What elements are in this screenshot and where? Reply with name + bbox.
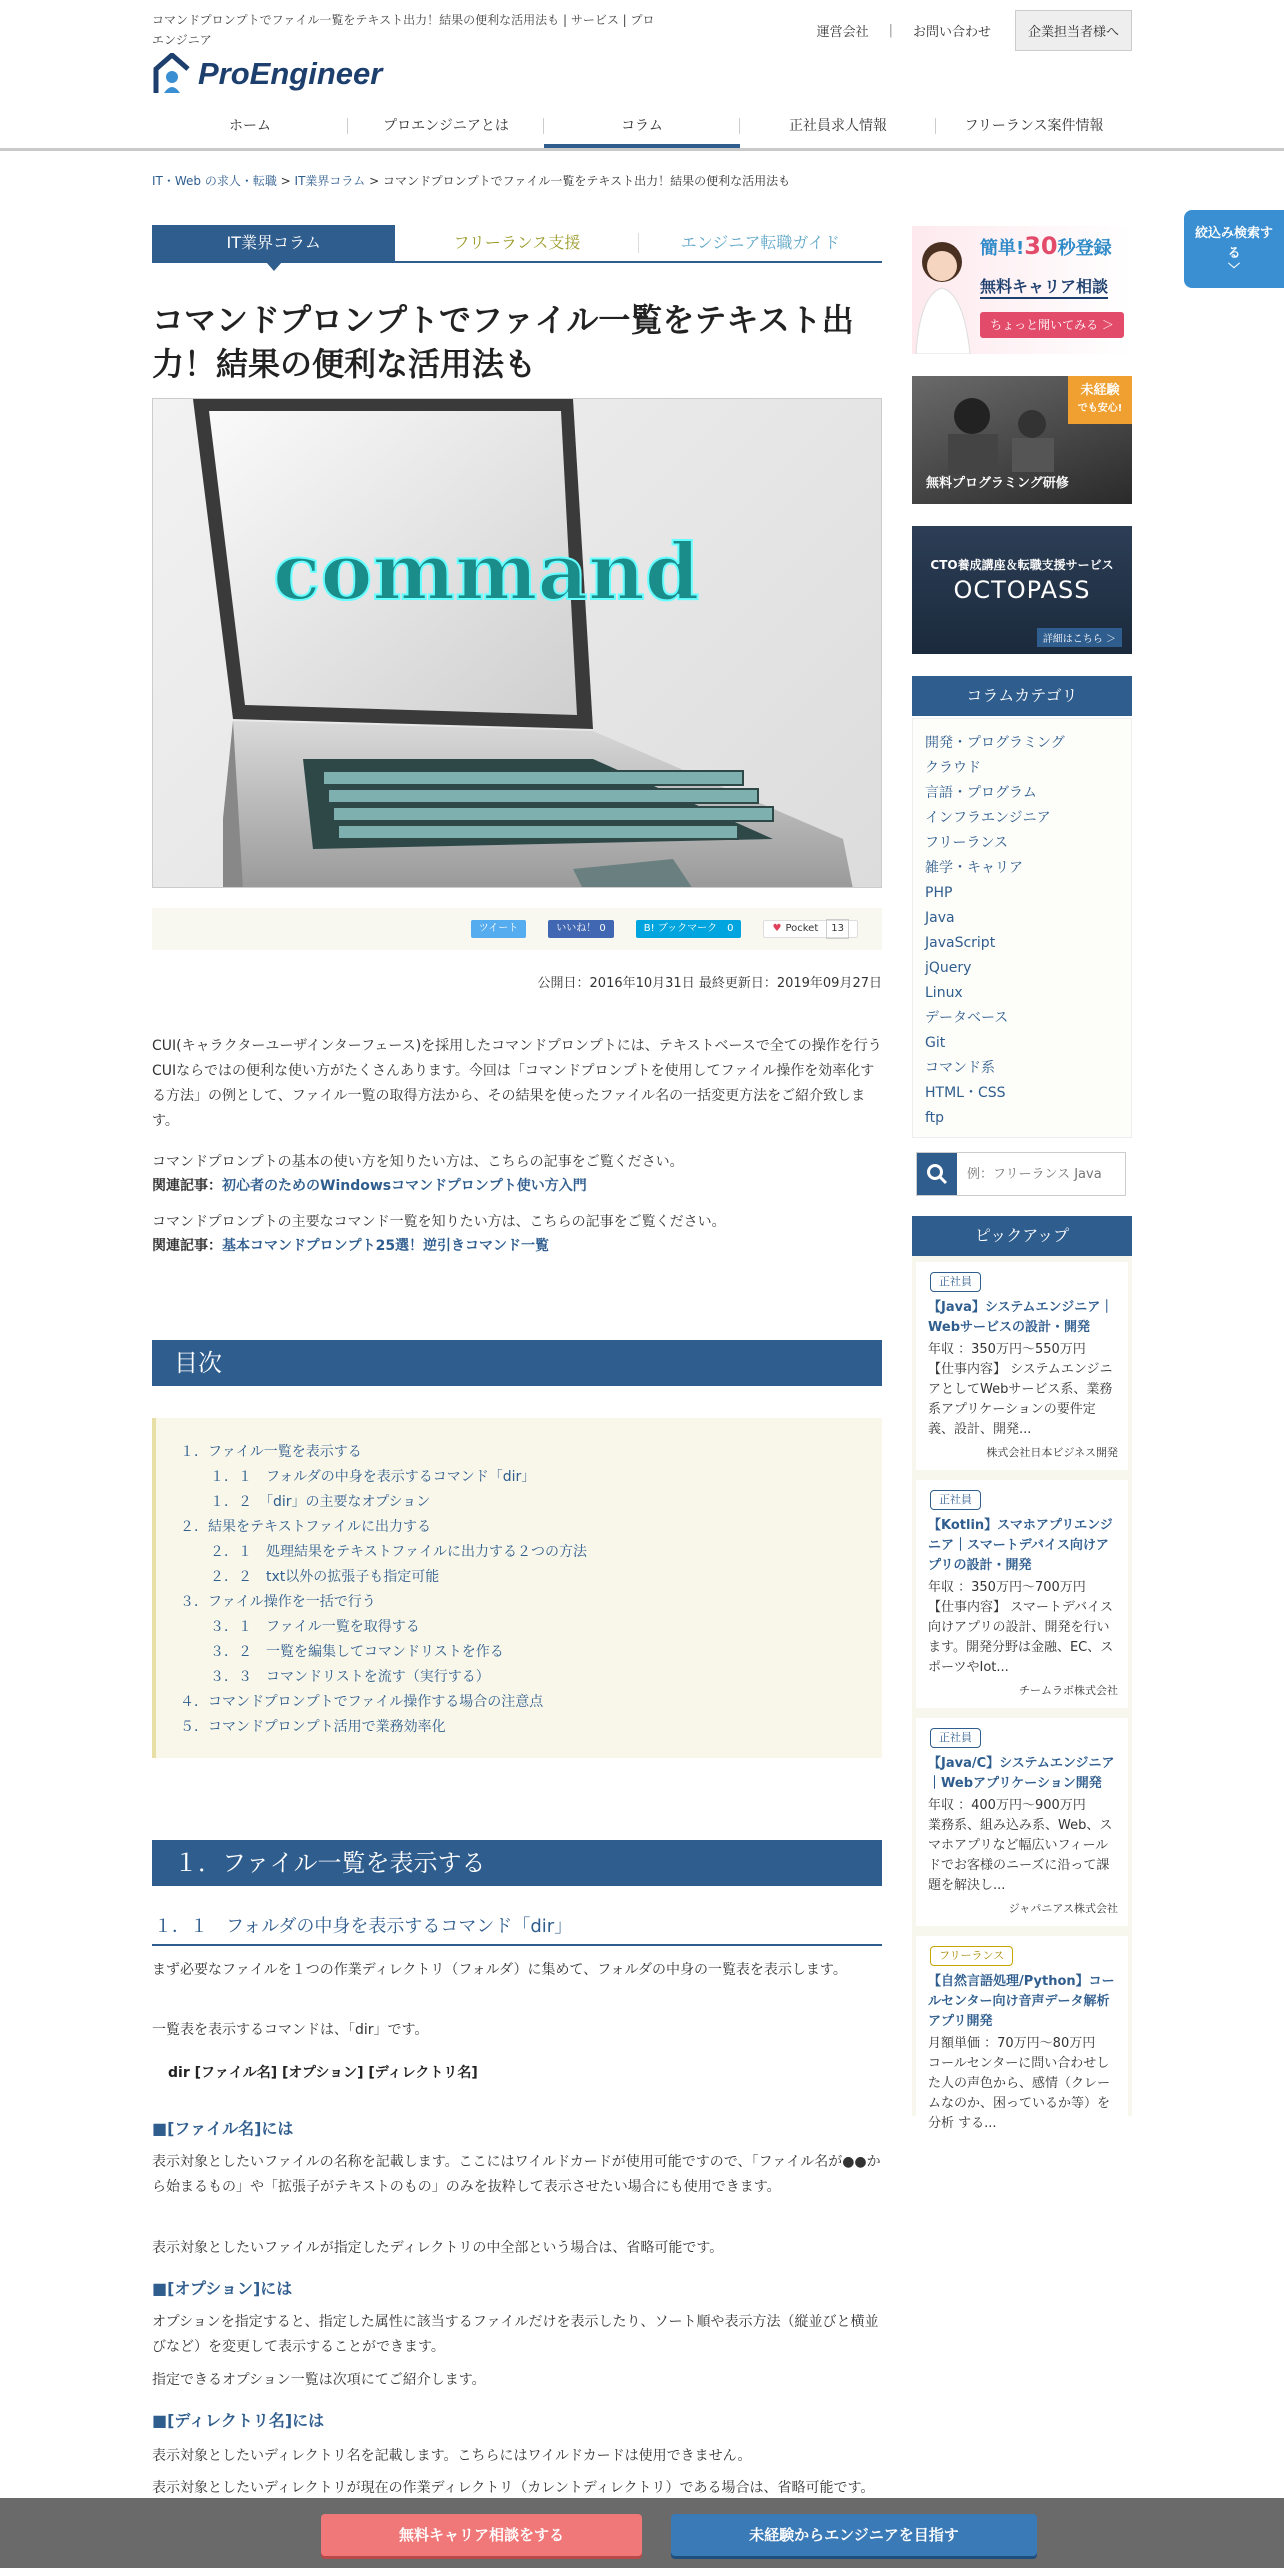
job-company: 株式会社日本ビジネス開発 (986, 1446, 1118, 1459)
chevron-down-icon: ﹀ (1227, 262, 1240, 276)
job-card[interactable] (916, 1936, 1128, 2144)
logo-house-icon (152, 53, 192, 95)
table-of-contents (152, 1418, 882, 1758)
job-description: 【仕事内容】 スマートデバイス向けアプリの設計、開発を行います。開発分野は金融、EC、スポーツやIot... (928, 1600, 1114, 1675)
paragraph: 一覧表を表示するコマンドは、「dir」です。 (152, 2022, 429, 2038)
toc-item[interactable]: ２．２ txt以外の拡張子も指定可能 (210, 1569, 440, 1585)
banner2-badge: 未経験 (1080, 383, 1120, 398)
article-dates: 公開日：2016年10月31日 最終更新日：2019年09月27日 (537, 976, 882, 991)
job-card[interactable] (916, 1262, 1128, 1470)
category-link[interactable]: コマンド系 (925, 1060, 995, 1076)
main-commands-text: コマンドプロンプトの主要なコマンド一覧を知りたい方は、こちらの記事をご覧ください。 (152, 1214, 726, 1230)
toc-item[interactable]: １．ファイル一覧を表示する (180, 1444, 362, 1460)
toc-item[interactable]: １．２ 「dir」の主要なオプション (210, 1494, 431, 1510)
related-label: 関連記事： (152, 1238, 222, 1254)
filter-search-button[interactable] (1184, 210, 1284, 288)
category-link[interactable]: クラウド (925, 760, 981, 776)
paragraph: 表示対象としたいファイルが指定したディレクトリの中全部という場合は、省略可能です。 (152, 2240, 724, 2256)
facebook-like-button[interactable]: いいね！ 0 (548, 920, 614, 938)
job-description: 業務系、組み込み系、Web、スマホアプリなど幅広いフィールドでお客様のニーズに沿って課題を解決し... (928, 1818, 1113, 1893)
pocket-count: 13 (826, 919, 849, 939)
directory-heading: ■[ディレクトリ名]には (152, 2411, 325, 2430)
search-box (916, 1152, 1126, 1196)
job-title[interactable]: 【Java】システムエンジニア｜Webサービスの設計・開発 (928, 1300, 1114, 1335)
related-label: 関連記事： (152, 1178, 222, 1194)
nav-freelance-jobs[interactable]: フリーランス案件情報 (964, 118, 1104, 134)
nav-about[interactable]: プロエンジニアとは (348, 108, 544, 148)
job-badge: フリーランス (930, 1946, 1013, 1966)
filter-label: 絞込み検索する (1194, 226, 1273, 261)
pickup-heading: ピックアップ (912, 1216, 1132, 1256)
job-company: ジャパニアス株式会社 (1008, 1902, 1118, 1915)
job-salary: 年収 ：400万円〜900万円 (928, 1798, 1086, 1813)
corporate-button[interactable]: 企業担当者様へ (1015, 10, 1132, 51)
category-link[interactable]: HTML・CSS (925, 1085, 1006, 1101)
banner3-title: CTO養成講座＆転職支援サービス (930, 558, 1114, 572)
free-career-consult-button[interactable]: 無料キャリア相談をする (321, 2514, 642, 2556)
job-title[interactable]: 【Java/C】システムエンジニア｜Webアプリケーション開発 (928, 1756, 1115, 1791)
hero-image (152, 398, 882, 888)
banner3-more: 詳細はこちら ＞ (1037, 628, 1122, 647)
category-link[interactable]: Java (925, 910, 955, 926)
category-link[interactable]: JavaScript (925, 935, 996, 951)
banner2-label: 無料プログラミング研修 (926, 476, 1069, 491)
toc-item[interactable]: ３．ファイル操作を一括で行う (180, 1594, 376, 1610)
article-title: コマンドプロンプトでファイル一覧をテキスト出力！結果の便利な活用法も (152, 301, 854, 383)
logo-text: ProEngineer (198, 56, 383, 91)
paragraph: 指定できるオプション一覧は次項にてご紹介します。 (152, 2372, 486, 2388)
search-icon (926, 1163, 948, 1185)
bottom-cta-bar (0, 2498, 1284, 2568)
paragraph: まず必要なファイルを１つの作業ディレクトリ（フォルダ）に集めて、フォルダの中身の一覧表を表示します。 (152, 1962, 847, 1978)
toc-item[interactable]: ５．コマンドプロンプト活用で業務効率化 (180, 1719, 446, 1735)
job-salary: 年収 ：350万円〜550万円 (928, 1342, 1086, 1357)
job-badge: 正社員 (930, 1490, 981, 1510)
contact-link[interactable]: お問い合わせ (912, 25, 991, 40)
career-consult-banner[interactable] (912, 226, 1132, 354)
category-link[interactable]: インフラエンジニア (925, 810, 1051, 826)
category-list (912, 718, 1132, 1138)
pocket-icon: ♥ (772, 923, 782, 934)
hero-word: command (273, 527, 700, 618)
command-syntax: dir [ファイル名] [オプション] [ディレクトリ名] (168, 2065, 478, 2081)
paragraph: 表示対象としたいファイルの名称を記載します。ここにはワイルドカードが使用可能ですので、「ファイル名が●●から始まるもの」や「拡張子がテキストのもの」のみを抜粋して表示させたい場合にも使用できます。 (152, 2154, 881, 2195)
site-description: コマンドプロンプトでファイル一覧をテキスト出力！結果の便利な活用法も | サービス | プロエンジニア (152, 13, 655, 47)
hatena-bookmark-button[interactable]: B! ブックマーク 0 (636, 920, 742, 938)
category-link[interactable]: データベース (925, 1010, 1009, 1026)
pocket-button[interactable] (763, 920, 858, 938)
breadcrumb-current: コマンドプロンプトでファイル一覧をテキスト出力！結果の便利な活用法も (382, 174, 791, 188)
job-title[interactable]: 【自然言語処理/Python】コールセンター向け音声データ解析アプリ開発 (928, 1974, 1115, 2029)
category-link[interactable]: Linux (925, 985, 963, 1001)
category-link[interactable]: ftp (925, 1110, 945, 1126)
toc-item[interactable]: ４．コマンドプロンプトでファイル操作する場合の注意点 (180, 1694, 544, 1710)
banner1-text-a: 簡単! (980, 238, 1025, 259)
nav-fulltime-jobs[interactable]: 正社員求人情報 (740, 108, 936, 148)
banner1-headline: 無料キャリア相談 (980, 274, 1108, 299)
tab-career-guide[interactable]: エンジニア転職ガイド (639, 225, 882, 263)
breadcrumb-item-column[interactable]: IT業界コラム (294, 174, 366, 188)
job-salary: 月額単価 ：70万円〜80万円 (928, 2036, 1096, 2051)
option-heading: ■[オプション]には (152, 2279, 293, 2298)
site-logo[interactable] (152, 52, 382, 96)
toc-item[interactable]: ３．１ ファイル一覧を取得する (210, 1619, 420, 1635)
category-link[interactable]: 言語・プログラム (925, 785, 1037, 801)
column-tabs (152, 225, 882, 263)
related-article-2 (152, 1234, 882, 1259)
paragraph: 表示対象としたいディレクトリ名を記載します。こちらにはワイルドカードは使用できません。 (152, 2448, 752, 2464)
global-nav (152, 108, 1132, 148)
category-heading: コラムカテゴリ (912, 676, 1132, 716)
paragraph: オプションを指定すると、指定した属性に該当するファイルだけを表示したり、ソート順や表示方法（縦並びと横並びなど）を変更して表示することができます。 (152, 2314, 879, 2355)
banner3-brand: OCTOPASS (953, 576, 1091, 604)
job-company: チームラボ株式会社 (1019, 1684, 1118, 1697)
category-link[interactable]: 雑学・キャリア (925, 860, 1023, 876)
related-article-1 (152, 1174, 882, 1199)
breadcrumb-sep: > (276, 174, 295, 188)
search-button[interactable] (917, 1153, 957, 1195)
breadcrumb-sep: > (365, 174, 383, 188)
banner1-button: ちょっと聞いてみる ＞ (980, 312, 1124, 338)
job-card[interactable] (916, 1718, 1128, 1926)
job-badge: 正社員 (930, 1272, 981, 1292)
octopass-banner[interactable] (912, 526, 1132, 654)
toc-heading: 目次 (152, 1340, 882, 1386)
basic-usage-text: コマンドプロンプトの基本の使い方を知りたい方は、こちらの記事をご覧ください。 (152, 1154, 684, 1170)
tab-freelance-support[interactable]: フリーランス支援 (395, 225, 638, 263)
pocket-label: Pocket (785, 923, 819, 934)
company-link[interactable]: 運営会社 (816, 25, 869, 40)
nav-home[interactable]: ホーム (152, 108, 348, 148)
nav-column[interactable]: コラム (544, 108, 740, 148)
toc-item[interactable]: ２．１ 処理結果をテキストファイルに出力する２つの方法 (210, 1544, 588, 1560)
breadcrumb-item-top[interactable]: IT・Web の求人・転職 (152, 174, 277, 188)
job-description: 【仕事内容】 システムエンジニアとしてWebサービス系、業務系アプリケーションの要件定義、設計、開発... (928, 1362, 1113, 1437)
intro-paragraph: CUI(キャラクターユーザインターフェース)を採用したコマンドプロンプトには、テキストベースで全ての操作を行うCUIならではの便利な使い方がたくさんあります。今回は「コマンドプロンプトを使用してファイル操作を効率化する方法」の例として、ファイル一覧の取得方法から、その結果を使ったファイル名の一括変更方法をご紹介致します。 (152, 1038, 882, 1129)
toc-item[interactable]: ２．結果をテキストファイルに出力する (180, 1519, 432, 1535)
breadcrumb (152, 172, 790, 189)
paragraph: 表示対象としたいディレクトリが現在の作業ディレクトリ（カレントディレクトリ）である場合は、省略可能です。 (152, 2480, 875, 2496)
search-input[interactable] (957, 1153, 1125, 1195)
category-link[interactable]: 開発・プログラミング (925, 735, 1065, 751)
category-link[interactable]: Git (925, 1035, 946, 1051)
section-heading-1: １．ファイル一覧を表示する (152, 1840, 882, 1886)
tweet-button[interactable]: ツイート (471, 920, 527, 938)
nav-divider (0, 148, 1284, 151)
banner1-number: 30 (1024, 232, 1058, 260)
laptop-illustration (153, 399, 882, 888)
free-programming-banner[interactable] (912, 376, 1132, 504)
category-link[interactable]: PHP (925, 885, 953, 901)
tab-it-column[interactable]: IT業界コラム (152, 225, 395, 263)
job-badge: 正社員 (930, 1728, 981, 1748)
pickup-list (912, 1256, 1132, 2131)
category-link[interactable]: フリーランス (925, 835, 1009, 851)
header-separator: | (888, 23, 893, 38)
category-link[interactable]: jQuery (925, 960, 972, 976)
job-card[interactable] (916, 1480, 1128, 1708)
banner2-badge-sub: でも安心! (1077, 403, 1123, 414)
related-link-2[interactable]: 基本コマンドプロンプト25選！逆引きコマンド一覧 (222, 1238, 550, 1254)
toc-item[interactable]: １．１ フォルダの中身を表示するコマンド「dir」 (210, 1469, 536, 1485)
subsection-heading-1-1: １．１ フォルダの中身を表示するコマンド「dir」 (152, 1912, 882, 1946)
job-description: コールセンターに問い合わせした人の声色から、感情（クレームなのか、困っているか等）を分析 する... (928, 2056, 1111, 2131)
toc-item[interactable]: ３．２ 一覧を編集してコマンドリストを作る (210, 1644, 504, 1660)
filename-heading: ■[ファイル名]には (152, 2119, 294, 2138)
banner1-text-b: 秒登録 (1057, 238, 1112, 259)
beginner-engineer-button[interactable]: 未経験からエンジニアを目指す (671, 2514, 1037, 2556)
share-bar (152, 908, 882, 950)
related-link-1[interactable]: 初心者のためのWindowsコマンドプロンプト使い方入門 (222, 1178, 587, 1194)
toc-item[interactable]: ３．３ コマンドリストを流す（実行する） (210, 1669, 490, 1685)
job-title[interactable]: 【Kotlin】スマホアプリエンジニア｜スマートデバイス向けアプリの設計・開発 (928, 1518, 1113, 1573)
job-salary: 年収 ：350万円〜700万円 (928, 1580, 1086, 1595)
